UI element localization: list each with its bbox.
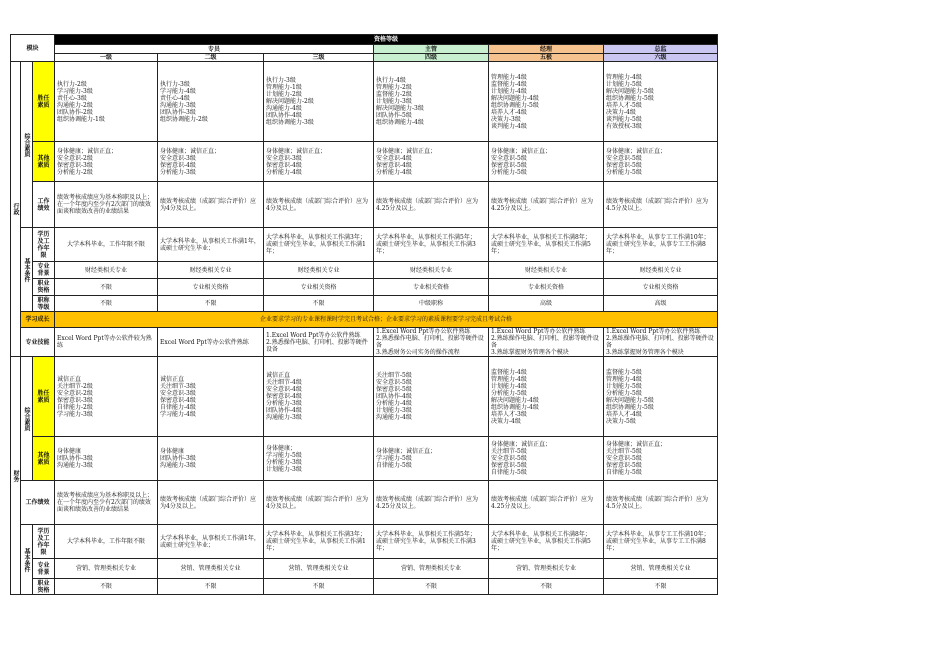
module-header: 模块 (11, 35, 55, 62)
fin-other-3: 身体健康； 学习能力-5级 分析能力-3级 计划能力-3级 (264, 437, 374, 481)
admin-major-2: 财经类相关专业 (158, 262, 264, 279)
fin-competency-3: 诚信正直 关注细节-4级 安全意识-4级 保密意识-4级 分析能力-3级 团队协作-4级 沟通能力-3级 (264, 357, 374, 437)
fin-other-4: 身体健康；诚信正直； 学习能力-5级 自律能力-5级 (374, 437, 489, 481)
admin-other-5: 身体健康；诚信正直； 安全意识-5级 保密意识-5级 分析能力-5级 (489, 142, 604, 182)
level-2: 二级 (158, 54, 264, 62)
qualification-table (10, 34, 718, 595)
fin-edu-5: 大学本科毕业，从事相关工作满8年； 或硕士研究生毕业，从事相关工作满5年； (489, 525, 604, 559)
admin-performance-1: 绩效考核成绩应为基本称职及以上； 在一个年度内至少有2次部门的绩效面谈和绩效改善的业绩结果 (55, 182, 158, 228)
fin-skill-3: 1.Excel Word Ppt等办公软件熟练 2.熟悉操作电脑、打印机、投影等硬件设备 (264, 328, 374, 357)
admin-edu-4: 大学本科毕业，从事相关工作满5年； 或硕士研究生毕业，从事相关工作满3年； (374, 228, 489, 262)
admin-major-5: 财经类相关专业 (489, 262, 604, 279)
fin-edu-3: 大学本科毕业，从事相关工作满3年； 或硕士研究生毕业，从事相关工作满1年； (264, 525, 374, 559)
module-admin: 行政 (11, 62, 21, 357)
admin-edu-3: 大学本科毕业，从事相关工作满3年； 或硕士研究生毕业，从事相关工作满1年； (264, 228, 374, 262)
admin-other-6: 身体健康；诚信正直； 安全意识-5级 保密意识-5级 分析能力-5级 (604, 142, 718, 182)
fin-skill-2: Excel Word Ppt等办公软件熟练 (158, 328, 264, 357)
admin-edu-2: 大学本科毕业，从事相关工作满1年，或硕士研究生毕业； (158, 228, 264, 262)
fin-competency-label: 胜任素质 (33, 357, 55, 437)
fin-skill-5: 1.Excel Word Ppt等办公软件熟练 2.熟练操作电脑、打印机、投影等硬件设备 3.熟练掌握财务管理各个模块 (489, 328, 604, 357)
module-finance: 财务 (11, 357, 21, 595)
fin-qual-2: 不限 (158, 579, 264, 595)
admin-competency-4: 执行力-4级 管理能力-2级 监督能力-2级 计划能力-3级 解决问题能力-3级 团队协作-5级 组织协调能力-4级 (374, 62, 489, 142)
admin-competency-2: 执行力-3级 学习能力-4级 责任心-4级 沟通能力-3级 团队协作-3级 组织协调能力-2级 (158, 62, 264, 142)
fin-skill-4: 1.Excel Word Ppt等办公软件熟练 2.熟悉操作电脑、打印机、投影等硬件设备 3.熟悉财务公司实务的操作流程 (374, 328, 489, 357)
fin-other-6: 身体健康；诚信正直； 关注细节-5级 安全意识-5级 保密意识-5级 自律能力-5级 (604, 437, 718, 481)
fin-comprehensive-label: 综合素质 (21, 357, 33, 481)
admin-qual-2: 专业相关资格 (158, 279, 264, 296)
admin-major-1: 财经类相关专业 (55, 262, 158, 279)
fin-skill-6: 1.Excel Word Ppt等办公软件熟练 2.熟练操作电脑、打印机、投影等硬件设备 3.熟练掌握财务管理各个模块 (604, 328, 718, 357)
fin-qual-4: 不限 (374, 579, 489, 595)
comprehensive-label: 综合素质 (21, 62, 33, 228)
admin-qual-5: 专业相关资格 (489, 279, 604, 296)
fin-edu-label: 学历及工作年限 (33, 525, 55, 559)
admin-performance-4: 绩效考核成绩（成部门综合评价）应为4.25分及以上。 (374, 182, 489, 228)
fin-other-1: 身体健康 团队协作-3级 沟通能力-3级 (55, 437, 158, 481)
admin-edu-6: 大学本科毕业，从事专工工作满10年； 或硕士研究生毕业，从事专工工作满8年； (604, 228, 718, 262)
fin-basic-label: 基本条件 (21, 525, 33, 595)
fin-major-3: 营销、管理类相关专业 (264, 559, 374, 579)
admin-competency-1: 执行力-2级 学习能力-3级 责任心-3级 沟通能力-2级 团队协作-2级 组织协调能力-1级 (55, 62, 158, 142)
skill-label: 专业技能 (21, 328, 55, 357)
fin-major-6: 营销、管理类相关专业 (604, 559, 718, 579)
fin-performance-1: 绩效考核成绩应为基本称职及以上； 在一个年度内至少有2次部门的绩效面谈和绩效改善的业绩结果 (55, 481, 158, 525)
performance-label: 工作绩效 (33, 182, 55, 228)
admin-title-2: 不限 (158, 296, 264, 312)
fin-other-2: 身体健康 团队协作-3级 沟通能力-3级 (158, 437, 264, 481)
fin-performance-5: 绩效考核成绩（成部门综合评价）应为4.25分及以上。 (489, 481, 604, 525)
fin-qual-5: 不限 (489, 579, 604, 595)
group-manager: 经理 (489, 45, 604, 54)
level-3: 三级 (264, 54, 374, 62)
admin-competency-6: 管理能力-4级 计划能力-5级 解决问题能力-5级 组织协调能力-5级 培养人才-5级 决策力-4级 谈判能力-5级 有效授权-3级 (604, 62, 718, 142)
fin-performance-label: 工作绩效 (21, 481, 55, 525)
fin-competency-6: 监督能力-5级 管理能力-4级 计划能力-5级 分析能力-5级 解决问题能力-5级 组织协调能力-5级 培养人才-4级 决策力-5级 (604, 357, 718, 437)
fin-competency-4: 关注细节-5级 安全意识-5级 保密意识-5级 团队协作-4级 分析能力-4级 计划能力-3级 沟通能力-4级 (374, 357, 489, 437)
group-specialist: 专员 (55, 45, 374, 54)
fin-performance-4: 绩效考核成绩（成部门综合评价）应为4.25分及以上。 (374, 481, 489, 525)
fin-qual-1: 不限 (55, 579, 158, 595)
level-5: 五极 (489, 54, 604, 62)
admin-qual-3: 专业相关资格 (264, 279, 374, 296)
admin-qual-4: 专业相关资格 (374, 279, 489, 296)
admin-edu-5: 大学本科毕业，从事相关工作满8年； 或硕士研究生毕业，从事相关工作满5年； (489, 228, 604, 262)
basic-label: 基本条件 (21, 228, 33, 312)
admin-other-4: 身体健康；诚信正直； 安全意识-4级 保密意识-4级 分析能力-4级 (374, 142, 489, 182)
fin-qual-label: 职业资格 (33, 579, 55, 595)
admin-performance-2: 绩效考核成绩（成部门综合评价）应为4分及以上。 (158, 182, 264, 228)
fin-competency-1: 诚信正直 关注细节-2级 安全意识-2级 保密意识-3级 自律能力-2级 学习能力-3级 (55, 357, 158, 437)
admin-qual-6: 专业相关资格 (604, 279, 718, 296)
learning-label: 学习成长 (21, 312, 55, 328)
fin-edu-6: 大学本科毕业，从事专工工作满10年； 或硕士研究生毕业，从事专工工作满8年； (604, 525, 718, 559)
grade-title: 资格等级 (55, 35, 718, 45)
level-6: 六级 (604, 54, 718, 62)
fin-edu-4: 大学本科毕业，从事相关工作满5年； 或硕士研究生毕业，从事相关工作满3年； (374, 525, 489, 559)
admin-title-4: 中级职称 (374, 296, 489, 312)
admin-performance-5: 绩效考核成绩（成部门综合评价）应为4.25分及以上。 (489, 182, 604, 228)
level-4: 四级 (374, 54, 489, 62)
qual-label: 职业资格 (33, 279, 55, 296)
fin-edu-1: 大学本科毕业，工作年限不限 (55, 525, 158, 559)
level-1: 一级 (55, 54, 158, 62)
learning-text: 企业要求学习的专业课程课时学完且考试合格；企业要求学习的素质课程要学习完成且考试合格 (55, 312, 718, 328)
admin-other-1: 身体健康；诚信正直； 安全意识-2级 保密意识-3级 分析能力-2级 (55, 142, 158, 182)
fin-major-5: 营销、管理类相关专业 (489, 559, 604, 579)
fin-major-2: 营销、管理类相关专业 (158, 559, 264, 579)
admin-performance-6: 绩效考核成绩（成部门综合评价）应为4.5分及以上。 (604, 182, 718, 228)
admin-major-4: 财经类相关专业 (374, 262, 489, 279)
fin-skill-1: Excel Word Ppt等办公软件较为熟练 (55, 328, 158, 357)
admin-qual-1: 不限 (55, 279, 158, 296)
fin-competency-2: 诚信正直 关注细节-3级 安全意识-3级 保密意识-4级 自律能力-4级 学习能力-4级 (158, 357, 264, 437)
fin-other-label: 其他素质 (33, 437, 55, 481)
admin-other-2: 身体健康；诚信正直； 安全意识-3级 保密意识-4级 分析能力-3级 (158, 142, 264, 182)
fin-major-label: 专业背景 (33, 559, 55, 579)
admin-edu-1: 大学本科毕业，工作年限不限 (55, 228, 158, 262)
fin-other-5: 身体健康；诚信正直； 关注细节-5级 安全意识-5级 保密意识-5级 自律能力-5级 (489, 437, 604, 481)
fin-qual-6: 不限 (604, 579, 718, 595)
fin-major-1: 营销、管理类相关专业 (55, 559, 158, 579)
admin-competency-3: 执行力-3级 管理能力-1级 计划能力-2级 解决问题能力-2级 沟通能力-4级 团队协作-4级 组织协调能力-3级 (264, 62, 374, 142)
admin-major-6: 财经类相关专业 (604, 262, 718, 279)
admin-other-3: 身体健康；诚信正直； 安全意识-3级 保密意识-4级 分析能力-4级 (264, 142, 374, 182)
title-label: 职称等级 (33, 296, 55, 312)
fin-performance-3: 绩效考核成绩（成部门综合评价）应为4分及以上。 (264, 481, 374, 525)
group-supervisor: 主管 (374, 45, 489, 54)
competency-label: 胜任素质 (33, 62, 55, 142)
admin-title-3: 不限 (264, 296, 374, 312)
admin-competency-5: 管理能力-4级 监督能力-4级 计划能力-4级 解决问题能力-4级 组织协调能力-5级 培养人才-4级 决策力-3级 谈判能力-4级 (489, 62, 604, 142)
admin-title-6: 高级 (604, 296, 718, 312)
fin-qual-3: 不限 (264, 579, 374, 595)
fin-edu-2: 大学本科毕业，从事相关工作满1年，或硕士研究生毕业； (158, 525, 264, 559)
edu-label: 学历及工作年限 (33, 228, 55, 262)
major-label: 专业背景 (33, 262, 55, 279)
fin-competency-5: 监督能力-4级 管理能力-4级 计划能力-4级 分析能力-5级 解决问题能力-4级 组织协调能力-4级 培养人才-3级 决策力-4级 (489, 357, 604, 437)
fin-major-4: 营销、管理类相关专业 (374, 559, 489, 579)
admin-title-1: 不限 (55, 296, 158, 312)
fin-performance-6: 绩效考核成绩（成部门综合评价）应为4.5分及以上。 (604, 481, 718, 525)
other-label: 其他素质 (33, 142, 55, 182)
admin-title-5: 高级 (489, 296, 604, 312)
admin-performance-3: 绩效考核成绩（成部门综合评价）应为4分及以上。 (264, 182, 374, 228)
group-director: 总监 (604, 45, 718, 54)
fin-performance-2: 绩效考核成绩（成部门综合评价）应为4分及以上。 (158, 481, 264, 525)
admin-major-3: 财经类相关专业 (264, 262, 374, 279)
